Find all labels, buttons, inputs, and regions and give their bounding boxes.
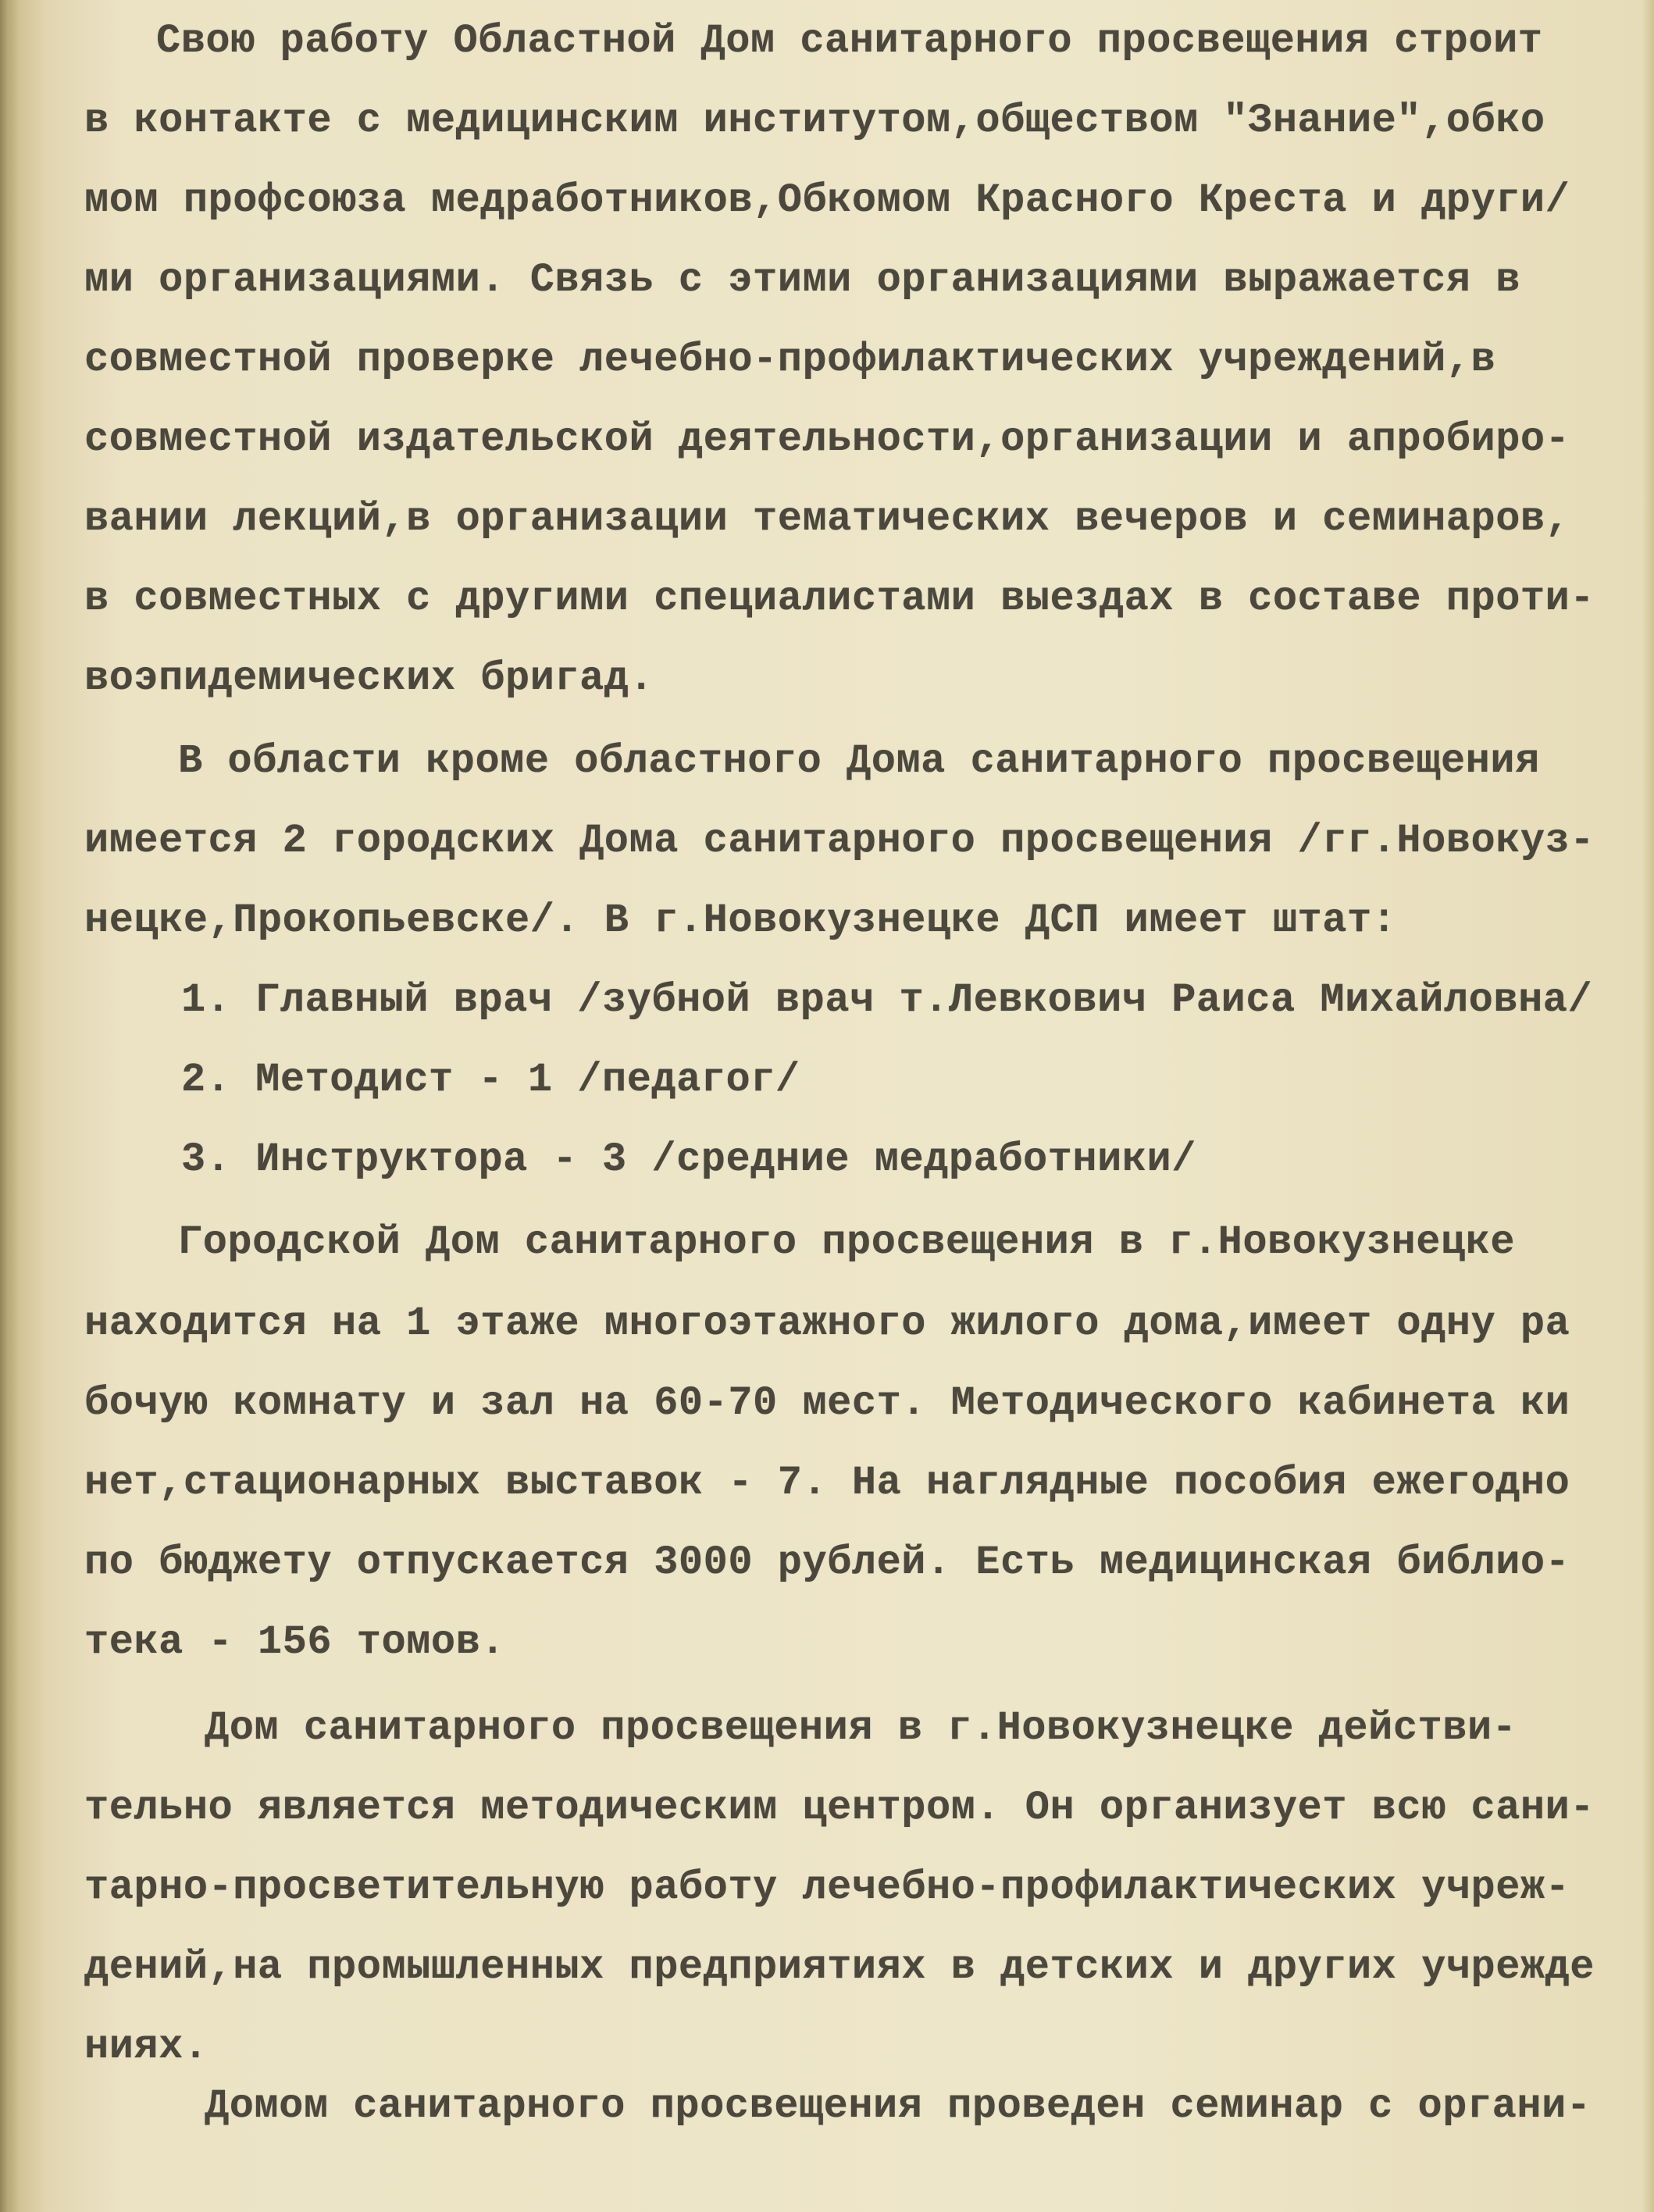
text-line: дений,на промышленных предприятиях в детских и других учрежде: [84, 1944, 1595, 1990]
text-line: ниях.: [84, 2024, 209, 2070]
text-line: Свою работу Областной Дом санитарного просвещения строит: [156, 18, 1543, 64]
text-line: воэпидемических бригад.: [84, 655, 654, 701]
text-line: 1. Главный врач /зубной врач т.Левкович Раиса Михайловна/: [181, 977, 1593, 1023]
text-line: совместной проверке лечебно-профилактических учреждений,в: [84, 337, 1496, 383]
text-line: Городской Дом санитарного просвещения в г.Новокузнецке: [178, 1219, 1516, 1265]
text-line: 2. Методист - 1 /педагог/: [181, 1057, 800, 1103]
text-line: находится на 1 этаже многоэтажного жилого дома,имеет одну ра: [84, 1300, 1570, 1347]
text-line: тельно является методическим центром. Он организует всю сани-: [84, 1785, 1595, 1831]
text-line: В области кроме областного Дома санитарного просвещения: [178, 738, 1540, 784]
text-line: тека - 156 томов.: [84, 1619, 505, 1665]
text-line: тарно-просветительную работу лечебно-профилактических учреж-: [84, 1864, 1570, 1911]
text-line: вании лекций,в организации тематических вечеров и семинаров,: [84, 496, 1570, 542]
text-line: по бюджету отпускается 3000 рублей. Есть медицинская библио-: [84, 1539, 1570, 1586]
text-line: Дом санитарного просвещения в г.Новокузнецке действи-: [205, 1705, 1517, 1751]
text-line: бочую комнату и зал на 60-70 мест. Методического кабинета ки: [84, 1380, 1570, 1426]
text-line: нет,стационарных выставок - 7. На наглядные пособия ежегодно: [84, 1460, 1570, 1506]
text-line: в совместных с другими специалистами выездах в составе проти-: [84, 576, 1595, 622]
text-line: 3. Инструктора - 3 /средние медработники/: [181, 1136, 1196, 1183]
text-line: мом профсоюза медработников,Обкомом Красного Креста и други/: [84, 177, 1570, 223]
text-line: Домом санитарного просвещения проведен семинар с органи-: [205, 2083, 1592, 2129]
text-line: ми организациями. Связь с этими организациями выражается в: [84, 257, 1520, 303]
text-line: нецке,Прокопьевске/. В г.Новокузнецке ДСП имеет штат:: [84, 897, 1397, 944]
text-line: совместной издательской деятельности,организации и апробиро-: [84, 416, 1570, 462]
text-line: в контакте с медицинским институтом,обществом "Знание",обко: [84, 98, 1545, 144]
text-line: имеется 2 городских Дома санитарного просвещения /гг.Новокуз-: [84, 818, 1595, 864]
